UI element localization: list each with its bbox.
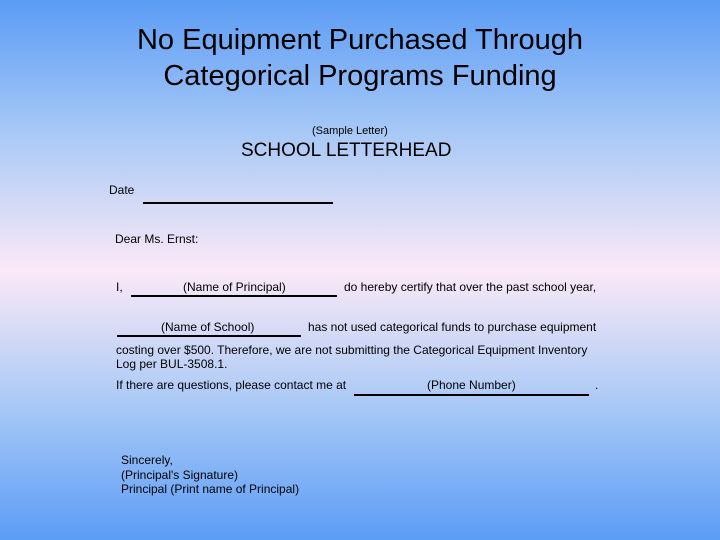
slide-title bbox=[0, 22, 720, 94]
principal-name-placeholder: (Name of Principal) bbox=[183, 280, 286, 294]
salutation: Dear Ms. Ernst: bbox=[115, 232, 199, 246]
letterhead-heading: SCHOOL LETTERHEAD bbox=[241, 140, 452, 161]
signature-placeholder: (Principal's Signature) bbox=[121, 468, 239, 482]
sample-letter-label: (Sample Letter) bbox=[312, 125, 388, 137]
title-line-2: Categorical Programs Funding bbox=[163, 60, 557, 92]
school-name-placeholder: (Name of School) bbox=[161, 320, 255, 334]
date-label: Date bbox=[109, 183, 135, 197]
body-line-2: Log per BUL-3508.1. bbox=[116, 357, 228, 371]
school-name-line bbox=[117, 335, 301, 337]
phone-line bbox=[354, 394, 589, 396]
print-name: Principal (Print name of Principal) bbox=[121, 482, 300, 496]
phone-placeholder: (Phone Number) bbox=[427, 378, 516, 392]
certify-text: do hereby certify that over the past school year, bbox=[344, 280, 597, 294]
principal-name-line bbox=[131, 295, 337, 297]
closing: Sincerely, bbox=[121, 453, 173, 467]
contact-text: If there are questions, please contact me at bbox=[116, 378, 347, 392]
contact-end: . bbox=[595, 378, 599, 392]
title-line-1: No Equipment Purchased Through bbox=[136, 24, 584, 56]
date-blank-line bbox=[143, 202, 333, 204]
body-line-1: costing over $500. Therefore, we are not submitting the Categorical Equipment Inventory bbox=[116, 343, 588, 357]
certify-prefix: I, bbox=[116, 280, 123, 294]
funds-text: has not used categorical funds to purchase equipment bbox=[308, 320, 597, 334]
